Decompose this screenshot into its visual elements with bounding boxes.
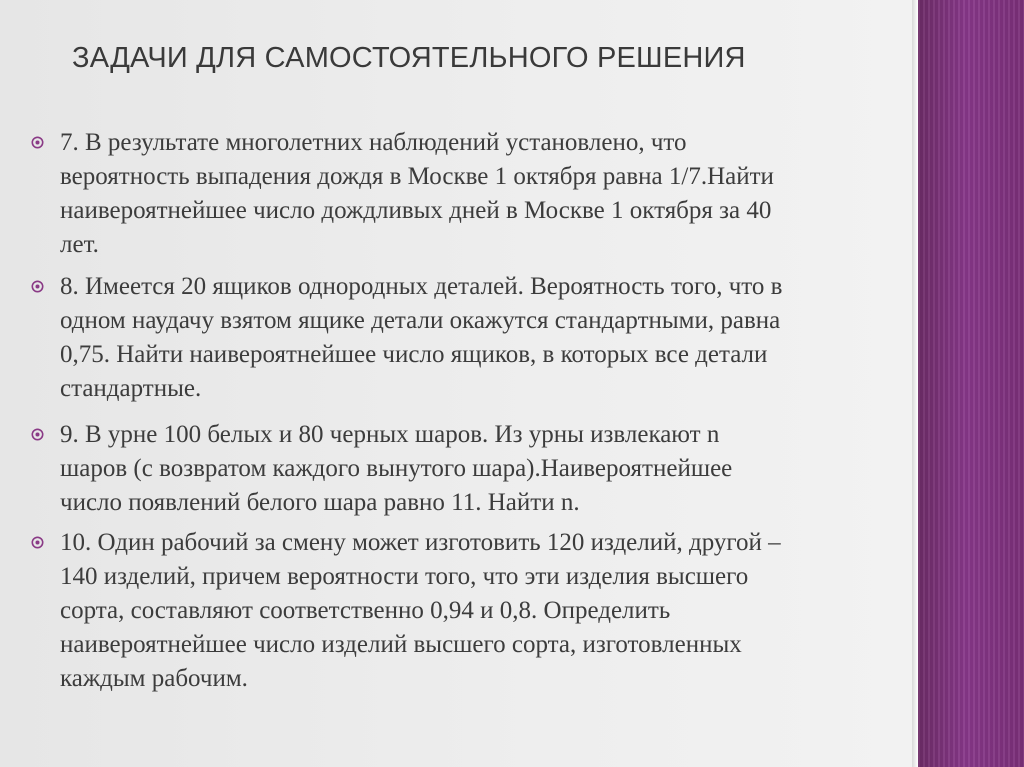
circled-dot-icon xyxy=(30,279,44,293)
item-line: лет. xyxy=(60,231,99,258)
item-line: 140 изделий, причем вероятности того, что эти изделия высшего xyxy=(60,563,749,590)
item-line: стандартные. xyxy=(60,375,202,402)
decorative-side-band xyxy=(918,0,1024,767)
item-line: шаров (с возвратом каждого вынутого шара).Наивероятнейшее xyxy=(60,455,733,482)
item-line: наивероятнейшее число изделий высшего сорта, изготовленных xyxy=(60,631,742,658)
item-line: 9. В урне 100 белых и 80 черных шаров. Из урны извлекают n xyxy=(60,421,720,448)
item-line: наивероятнейшее число дождливых дней в Москве 1 октября за 40 xyxy=(60,197,772,224)
circled-dot-icon xyxy=(30,535,44,549)
item-line: 7. В результате многолетних наблюдений установлено, что xyxy=(60,129,687,156)
item-line: 0,75. Найти наивероятнейшее число ящиков, в которых все детали xyxy=(60,341,768,368)
slide-title: ЗАДАЧИ ДЛЯ САМОСТОЯТЕЛЬНОГО РЕШЕНИЯ xyxy=(72,42,746,74)
item-line: 10. Один рабочий за смену может изготовить 120 изделий, другой – xyxy=(60,529,781,556)
item-line: 8. Имеется 20 ящиков однородных деталей. Вероятность того, что в xyxy=(60,273,783,300)
item-line: сорта, составляют соответственно 0,94 и 0,8. Определить xyxy=(60,597,671,624)
item-line: каждым рабочим. xyxy=(60,665,248,692)
item-line: одном наудачу взятом ящике детали окажутся стандартными, равна xyxy=(60,307,781,334)
item-line: вероятность выпадения дождя в Москве 1 октября равна 1/7.Найти xyxy=(60,163,774,190)
circled-dot-icon xyxy=(30,427,44,441)
circled-dot-icon xyxy=(30,135,44,149)
item-line: число появлений белого шара равно 11. Найти n. xyxy=(60,489,580,516)
